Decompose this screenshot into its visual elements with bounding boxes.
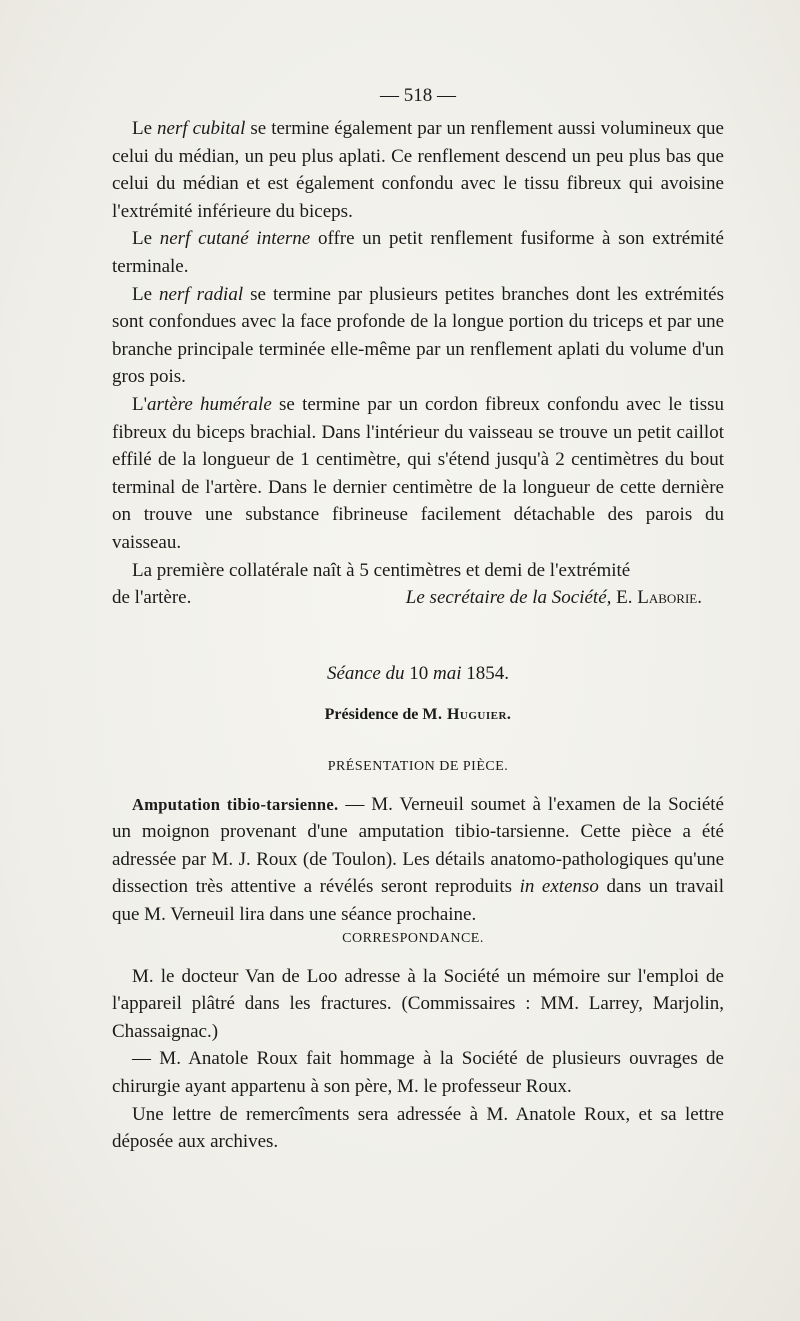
signature-role: Le secrétaire de la Société,: [405, 587, 612, 609]
signature: [406, 584, 702, 612]
president-name: M. Huguier.: [422, 705, 512, 723]
term-artere-humerale: artère humérale: [147, 393, 272, 415]
term-in-extenso: in extenso: [519, 876, 599, 898]
heading-correspondence: CORRESPONDANCE.: [342, 930, 484, 946]
topic-amputation: Amputation tibio-tarsienne.: [132, 794, 339, 814]
signature-name: E. Laborie.: [616, 587, 702, 609]
paragraph-anatole-roux: — M. Anatole Roux fait hommage à la Société de plusieurs ouvrages de chirurgie ayant appartenu à son père, M. le professeur Roux.: [112, 1048, 724, 1098]
paragraph-nerf-cubital: Le nerf cubital se termine également par un renflement aussi volumineux que celui du médian, un peu plus aplati. Ce renflement descend un peu plus bas que celui du médian et est également confondu avec le tissu fibreux qui avoisine l'extrémité inférieure du biceps.: [112, 118, 724, 222]
paragraph-collaterale: La première collatérale naît à 5 centimètres et demi de l'extrémité: [132, 559, 631, 581]
term-nerf-cubital: nerf cubital: [157, 118, 246, 139]
session-title: Séance du 10 mai 1854.: [326, 662, 510, 684]
paragraph-artere-humerale: L'artère humérale se termine par un cordon fibreux confondu avec le tissu fibreux du biceps brachial. Dans l'intérieur du vaisseau se trouve un petit caillot effilé de la longueur de 1 centimètre, qui s'étend jusqu'à 2 centimètres du bout terminal de l'artère. Dans le dernier centimètre de la longueur de cette dernière on trouve une substance fibrineuse facilement détachable des parois du vaisseau.: [112, 393, 724, 553]
paragraph-van-de-loo: M. le docteur Van de Loo adresse à la Société un mémoire sur l'emploi de l'appareil plâtré dans les fractures. (Commissaires : MM. Larrey, Marjolin, Chassaignac.): [112, 965, 724, 1042]
presidence-line: Présidence de M. Huguier.: [324, 705, 512, 723]
term-nerf-radial: nerf radial: [159, 283, 244, 305]
paragraph-nerf-cutane: Le nerf cutané interne offre un petit renflement fusiforme à son extrémité terminale.: [112, 228, 724, 277]
term-nerf-cutane: nerf cutané interne: [159, 228, 311, 250]
paragraph-amputation: Amputation tibio-tarsienne. — M. Verneuil soumet à l'examen de la Société un moignon provenant d'une amputation tibio-tarsienne. Cette pièce a été adressée par M. J. Roux (de Toulon). Les détails anatomo-pathologiques qu'une dissection très attentive a révélés seront reproduits in extenso dans un travail que M. Verneuil lira dans une séance prochaine.: [112, 793, 724, 926]
collaterale-end: de l'artère.: [112, 587, 192, 609]
page-content: [112, 82, 724, 1156]
signature-line: [112, 584, 724, 612]
heading-presentation: PRÉSENTATION DE PIÈCE.: [327, 758, 509, 774]
paragraph-remerciements: Une lettre de remercîments sera adressée à M. Anatole Roux, et sa lettre déposée aux archives.: [112, 1103, 724, 1153]
page-number: — 518 —: [380, 85, 456, 106]
paragraph-nerf-radial: Le nerf radial se termine par plusieurs petites branches dont les extrémités sont confondues avec la face profonde de la longue portion du triceps et par une branche principale terminée elle-même par un renflement aplati du volume d'un gros pois.: [112, 283, 724, 388]
